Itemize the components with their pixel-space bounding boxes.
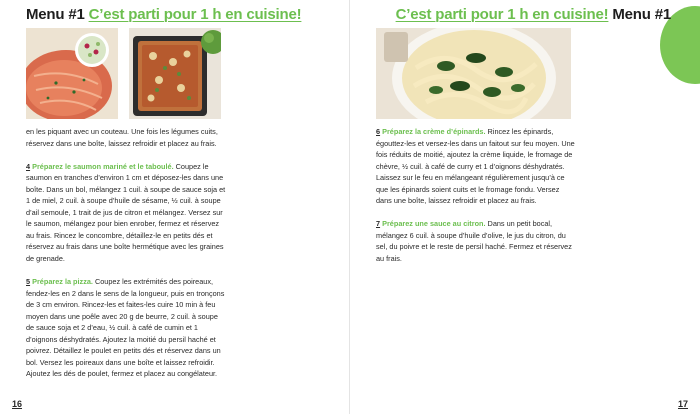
page-number: 16 xyxy=(12,399,23,409)
step-paragraph xyxy=(376,126,576,207)
salmon-photo xyxy=(26,28,118,119)
step-title: Préparez la crème d’épinards. xyxy=(382,127,486,136)
step-paragraph xyxy=(26,161,226,265)
step-number: 6 xyxy=(376,127,381,136)
step-body: Rincez les épinards, égouttez-les et versez-les dans un faitout sur feu moyen. Une fois réduits de moitié, ajoutez la crème liquide, le fromage de chèvre, ½ cuil. à café de curry et 1 d’oignons déshydratés. Laissez sur le feu en mélangeant régulièrement jusqu’à ce que les épinards soient cuits et le fromage fondu. Versez dans une boîte, laissez refroidir et placez au frais. xyxy=(376,127,575,206)
menu-subtitle: C’est parti pour 1 h en cuisine! xyxy=(88,6,302,23)
right-page xyxy=(350,0,700,414)
step-title: Préparez la pizza. xyxy=(32,277,93,287)
step-title: Préparez le saumon mariné et le taboulé. xyxy=(32,161,174,171)
menu-title: Menu #1 xyxy=(26,6,85,23)
page-header xyxy=(396,6,671,23)
step-paragraph xyxy=(26,276,226,380)
pasta-photo xyxy=(376,28,571,119)
page-header xyxy=(26,6,301,23)
right-text-column xyxy=(376,126,576,276)
step-number: 5 xyxy=(26,277,31,287)
step-paragraph xyxy=(376,218,576,264)
step-title: Préparez une sauce au citron. xyxy=(382,219,486,229)
menu-subtitle: C’est parti pour 1 h en cuisine! xyxy=(395,6,609,23)
step-number: 4 xyxy=(26,161,31,171)
intro-paragraph: en les piquant avec un couteau. Une fois les légumes cuits, réservez dans une boîte, laissez refroidir et placez au frais. xyxy=(26,127,218,148)
pizza-photo xyxy=(129,28,221,119)
page-number: 17 xyxy=(677,399,688,409)
step-body: Coupez les extrémités des poireaux, fendez-les en 2 dans le sens de la longueur, puis en tronçons de 3 cm environ. Rincez-les et faites-les cuire 10 min à feu moyen dans une poêle avec 20 g de beurre, 2 cuil. à soupe de sauce soja et 2 d’eau, ½ cuil. à café de cumin et 1 d’oignons déshydratés. Ajoutez la moitié du persil haché et poivrez. Détaillez le poulet en petits dés et réservez dans un bol. Versez les poireaux dans une boîte et laissez refroidir. Ajoutez les dés de poulet, fermez et placez au congélateur. xyxy=(26,277,225,379)
step-body: Coupez le saumon en tranches d’environ 1 cm et déposez-les dans une boîte. Dans un bol, mélangez 1 cuil. à soupe de sauce soja et 1 de miel, 2 cuil. à soupe d’huile de sésame, ½ cuil. à soupe d’ail semoule, 1 trait de jus de citron et mélangez. Versez sur le saumon, mélangez pour bien enrober, fermez et réservez au frais. Rincez le concombre, détaillez-le en petits dés et réservez au frais dans une boîte hermétique avec les graines de grenade. xyxy=(26,161,226,264)
left-text-column xyxy=(26,126,226,392)
menu-title: Menu #1 xyxy=(612,6,671,23)
step-body: Dans un petit bocal, mélangez 6 cuil. à soupe d’huile d’olive, le jus du citron, du sel, du poivre et le reste de persil haché. Fermez et réservez au frais. xyxy=(376,219,572,264)
step-number: 7 xyxy=(376,219,381,229)
